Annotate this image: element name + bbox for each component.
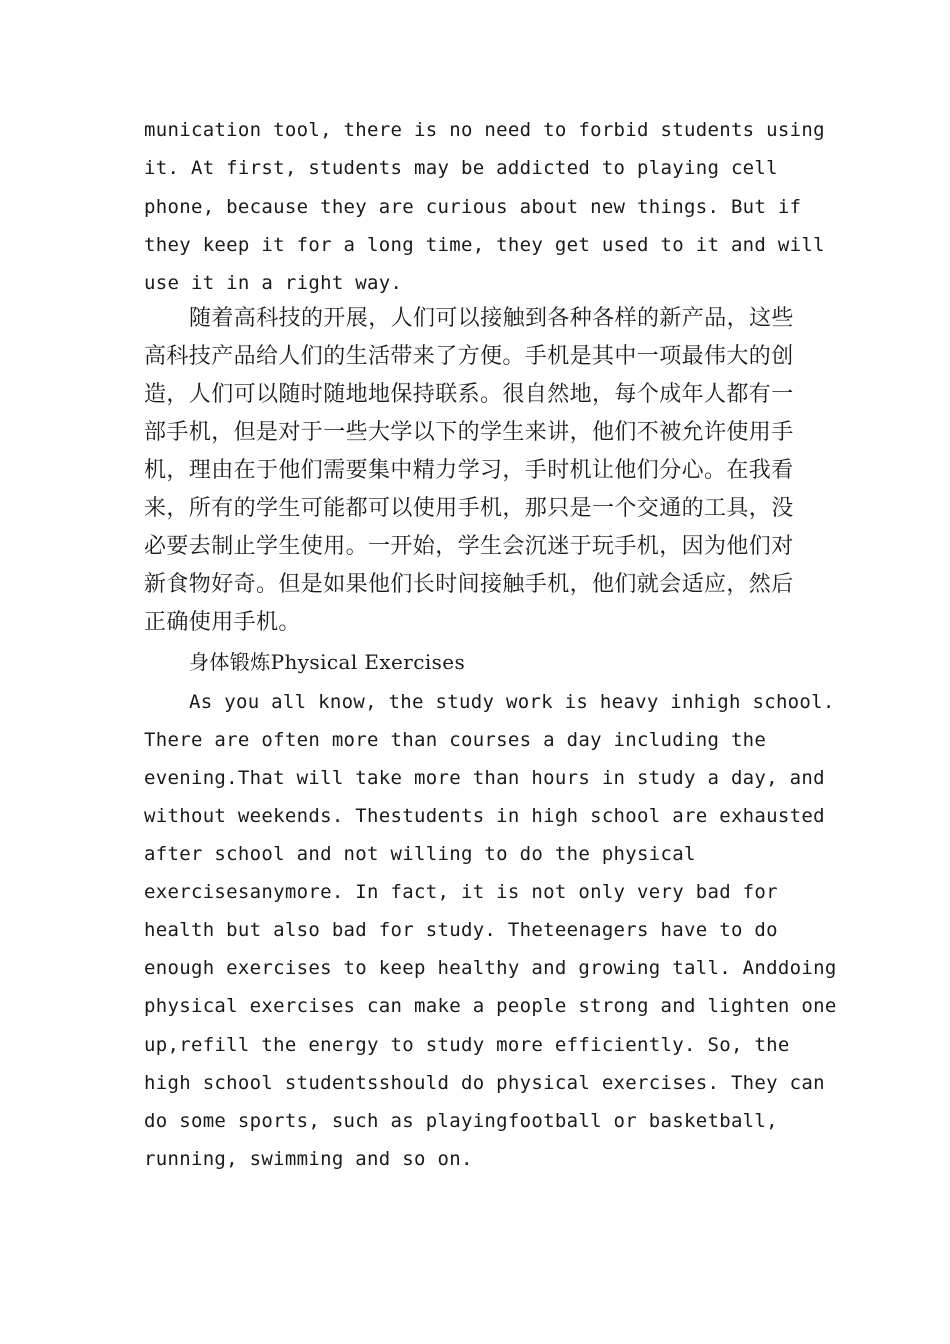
text-line: munication tool, there is no need to forbid students using <box>144 119 825 141</box>
text-line: 来，所有的学生可能都可以使用手机，那只是一个交通的工具，没 <box>144 496 794 521</box>
text-line: do some sports, such as playingfootball or basketball, <box>144 1110 778 1132</box>
text-line: they keep it for a long time, they get used to it and will <box>144 234 825 256</box>
text-line: As you all know, the study work is heavy inhigh school. <box>189 691 835 713</box>
text-line: physical exercises can make a people strong and lighten one <box>144 995 837 1017</box>
text-line: phone, because they are curious about new things. But if <box>144 196 802 218</box>
text-line: 随着高科技的开展，人们可以接触到各种各样的新产品，这些 <box>189 306 794 331</box>
text-line: enough exercises to keep healthy and growing tall. Anddoing <box>144 957 837 979</box>
text-line: 部手机，但是对于一些大学以下的学生来讲，他们不被允许使用手 <box>144 420 794 445</box>
text-line: exercisesanymore. In fact, it is not only very bad for <box>144 881 778 903</box>
text-line: use it in a right way. <box>144 272 403 294</box>
text-line: running, swimming and so on. <box>144 1148 473 1170</box>
text-line: 造，人们可以随时随地地保持联系。很自然地，每个成年人都有一 <box>144 382 794 407</box>
text-line: 高科技产品给人们的生活带来了方便。手机是其中一项最伟大的创 <box>144 344 794 369</box>
text-line: high school studentsshould do physical exercises. They can <box>144 1072 825 1094</box>
section-heading: 身体锻炼Physical Exercises <box>189 650 466 674</box>
text-line: it. At first, students may be addicted to playing cell <box>144 157 778 179</box>
text-line: after school and not willing to do the physical <box>144 843 696 865</box>
text-line: health but also bad for study. Theteenagers have to do <box>144 919 778 941</box>
text-line: without weekends. Thestudents in high school are exhausted <box>144 805 825 827</box>
text-line: There are often more than courses a day including the <box>144 729 767 751</box>
text-line: 正确使用手机。 <box>144 610 301 635</box>
text-line: up,refill the energy to study more efficiently. So, the <box>144 1034 790 1056</box>
text-line: 必要去制止学生使用。一开始，学生会沉迷于玩手机，因为他们对 <box>144 534 794 559</box>
text-line: 新食物好奇。但是如果他们长时间接触手机，他们就会适应，然后 <box>144 572 794 597</box>
text-line: evening.That will take more than hours in study a day, and <box>144 767 825 789</box>
text-line: 机，理由在于他们需要集中精力学习，手时机让他们分心。在我看 <box>144 458 794 483</box>
